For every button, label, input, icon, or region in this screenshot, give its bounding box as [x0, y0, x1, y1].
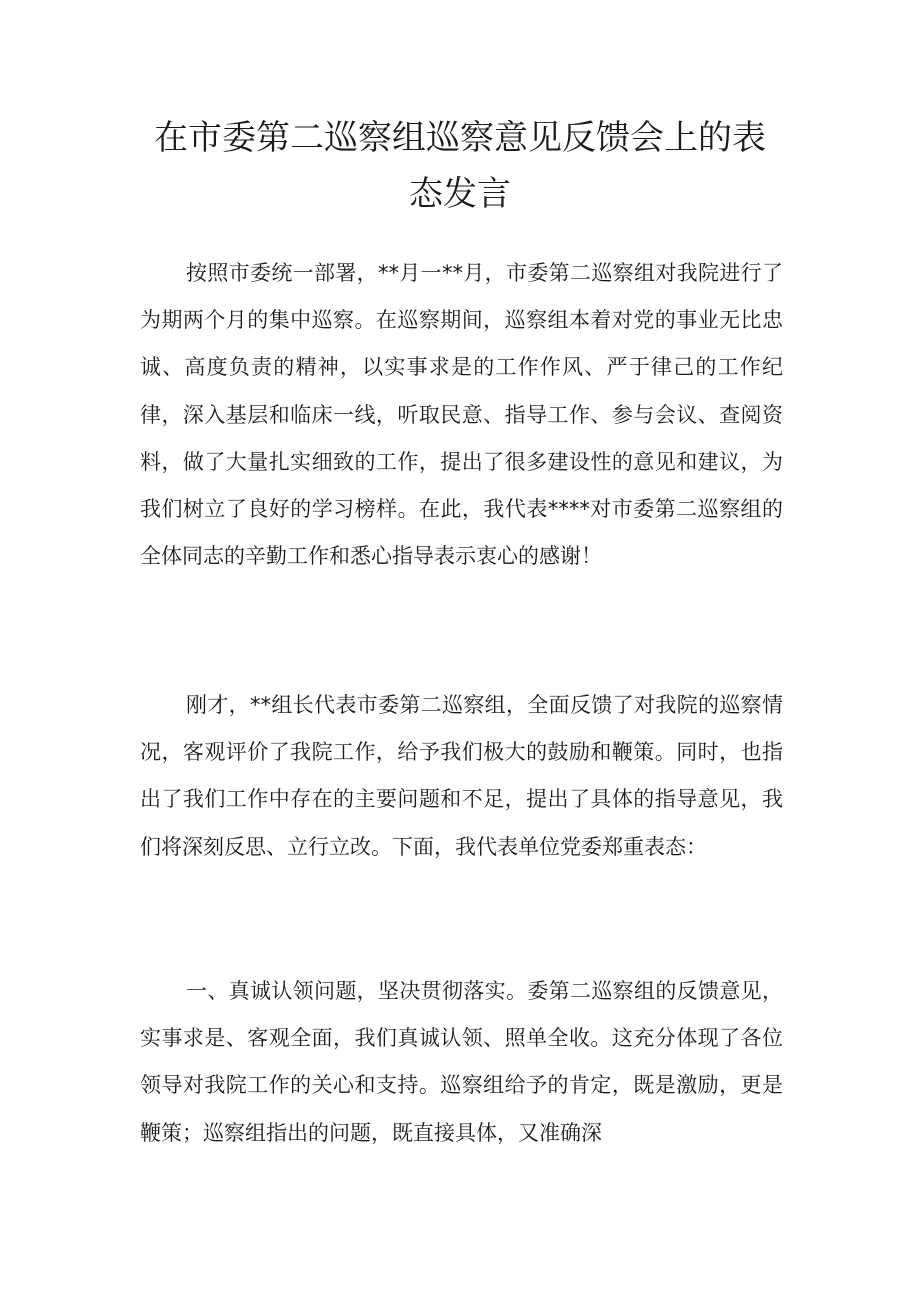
paragraph-2: 刚才，**组长代表市委第二巡察组，全面反馈了对我院的巡察情况，客观评价了我院工作，给予我们极大的鼓励和鞭策。同时，也指出了我们工作中存在的主要问题和不足，提出了具体的指导意见，我们将深刻反思、立行立改。下面，我代表单位党委郑重表态：: [140, 693, 783, 859]
document-title: 在市委第二巡察组巡察意见反馈会上的表态发言: [154, 118, 766, 214]
paragraph-1: 按照市委统一部署，**月一**月，市委第二巡察组对我院进行了为期两个月的集中巡察。在巡察期间，巡察组本着对党的事业无比忠诚、高度负责的精神，以实事求是的工作作风、严于律己的工作纪律，深入基层和临床一线，听取民意、指导工作、参与会议、查阅资料，做了大量扎实细致的工作，提出了很多建设性的意见和建议，为我们树立了良好的学习榜样。在此，我代表****对市委第二巡察组的全体同志的辛勤工作和悉心指导表示衷心的感谢！: [140, 261, 783, 569]
paragraph-3: 一、真诚认领问题，坚决贯彻落实。委第二巡察组的反馈意见，实事求是、客观全面，我们真诚认领、照单全收。这充分体现了各位领导对我院工作的关心和支持。巡察组给予的肯定，既是激励，更是鞭策；巡察组指出的问题，既直接具体，又准确深: [140, 979, 783, 1145]
